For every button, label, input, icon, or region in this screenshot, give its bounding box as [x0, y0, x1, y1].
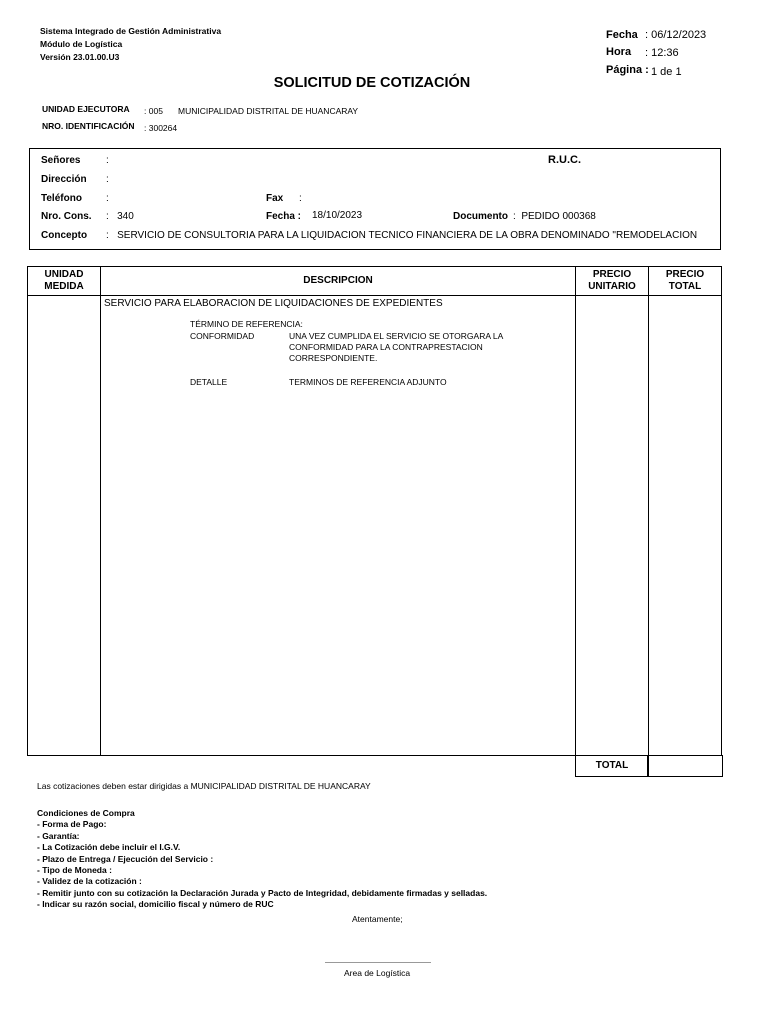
conditions-block: [37, 808, 487, 911]
dirigidas-text: Las cotizaciones deben estar dirigidas a MUNICIPALIDAD DISTRITAL DE HUANCARAY: [37, 781, 371, 791]
detalle-text: TERMINOS DE REFERENCIA ADJUNTO: [289, 377, 447, 387]
pagina-value: 1 de 1: [651, 66, 682, 78]
table-row: [28, 296, 722, 756]
col-precio-unitario: PRECIO UNITARIO: [576, 267, 649, 296]
item-details: [101, 311, 575, 391]
condition-item: - Validez de la cotización :: [37, 876, 142, 887]
col-descripcion: DESCRIPCION: [101, 267, 576, 296]
concepto-value: SERVICIO DE CONSULTORIA PARA LA LIQUIDACION TECNICO FINANCIERA DE LA OBRA DENOMINADO "REMODELACION: [117, 230, 698, 241]
system-name: Sistema Integrado de Gestión Administrativa: [40, 26, 222, 36]
cell-precio-unitario: [576, 296, 649, 756]
version: Versión 23.01.00.U3: [40, 52, 120, 62]
signature-line: [325, 962, 431, 963]
header-hora: [606, 46, 631, 58]
unidad-label: UNIDAD EJECUTORA: [42, 104, 130, 114]
concepto-wrap: : SERVICIO DE CONSULTORIA PARA LA LIQUIDACION TECNICO FINANCIERA DE LA OBRA DENOMINADO "REMODELACION: [106, 230, 698, 241]
fax-label: Fax: [266, 193, 284, 204]
area-logistica: Area de Logística: [344, 968, 411, 978]
nro-label: NRO. IDENTIFICACIÓN: [42, 121, 135, 131]
fecha-label: Fecha: [606, 29, 638, 41]
direccion-label: Dirección: [41, 174, 87, 185]
sup-fecha-value: 18/10/2023: [312, 210, 363, 221]
nro-cons-wrap: : 340: [106, 211, 134, 222]
col-precio-total: PRECIO TOTAL: [649, 267, 722, 296]
direccion-colon: :: [106, 174, 109, 185]
module-name: Módulo de Logística: [40, 39, 123, 49]
senores-label: Señores: [41, 155, 81, 166]
condition-item: - Tipo de Moneda :: [37, 865, 112, 876]
condition-item: - La Cotización debe incluir el I.G.V.: [37, 842, 181, 853]
detalle-label: DETALLE: [190, 377, 228, 387]
nro-cons-value: 340: [117, 211, 134, 222]
col-unidad-medida: UNIDAD MEDIDA: [28, 267, 101, 296]
unidad-code: 005: [148, 106, 163, 116]
items-table: [27, 266, 722, 756]
ruc-label: R.U.C.: [548, 154, 581, 166]
total-value: [647, 755, 723, 777]
pagina-label: Página :: [606, 64, 649, 76]
page-title: SOLICITUD DE COTIZACIÓN: [273, 75, 471, 91]
condition-item: - Remitir junto con su cotización la Declaración Jurada y Pacto de Integridad, debidamente firmadas y selladas.: [37, 887, 488, 898]
condition-item: - Indicar su razón social, domicilio fiscal y número de RUC: [37, 899, 274, 910]
nro-cons-label: Nro. Cons.: [41, 211, 92, 222]
termino-label: TÉRMINO DE REFERENCIA:: [190, 319, 303, 329]
senores-colon: :: [106, 155, 109, 166]
header-fecha-value-wrap: : 06/12/2023: [645, 29, 707, 41]
total-label: TOTAL: [575, 755, 649, 777]
telefono-label: Teléfono: [41, 193, 82, 204]
unidad-name: MUNICIPALIDAD DISTRITAL DE HUANCARAY: [178, 106, 359, 116]
item-description: SERVICIO PARA ELABORACION DE LIQUIDACIONES DE EXPEDIENTES: [104, 298, 443, 309]
condition-item: - Forma de Pago:: [37, 819, 107, 830]
system-info: [40, 25, 221, 64]
conformidad-label: CONFORMIDAD: [190, 331, 255, 341]
nro-value-wrap: : 300264: [144, 123, 178, 133]
condition-item: - Plazo de Entrega / Ejecución del Servicio :: [37, 853, 214, 864]
condition-item: - Garantía:: [37, 830, 80, 841]
header-fecha: [606, 29, 638, 41]
fax-colon: :: [299, 193, 302, 204]
conformidad-text: UNA VEZ CUMPLIDA EL SERVICIO SE OTORGARA LA CONFORMIDAD PARA LA CONTRAPRESTACION CORRESPONDIENTE.: [289, 331, 503, 363]
documento-wrap: : PEDIDO 000368: [513, 211, 596, 222]
unidad-value-wrap: : 005: [144, 106, 163, 116]
cell-unidad: [28, 296, 101, 756]
header-hora-value-wrap: : 12:36: [645, 47, 679, 59]
atentamente: Atentamente;: [352, 914, 403, 924]
hora-label: Hora: [606, 46, 632, 58]
fecha-value: 06/12/2023: [651, 29, 707, 41]
sup-fecha-label: Fecha :: [266, 211, 302, 222]
telefono-colon: :: [106, 193, 109, 204]
nro-value: 300264: [148, 123, 178, 133]
hora-value: 12:36: [651, 47, 679, 59]
conditions-title: Condiciones de Compra: [37, 808, 135, 818]
concepto-label: Concepto: [41, 230, 88, 241]
documento-value: PEDIDO 000368: [521, 211, 596, 222]
documento-label: Documento: [453, 211, 508, 222]
cell-descripcion: [101, 296, 576, 756]
cell-precio-total: [649, 296, 722, 756]
